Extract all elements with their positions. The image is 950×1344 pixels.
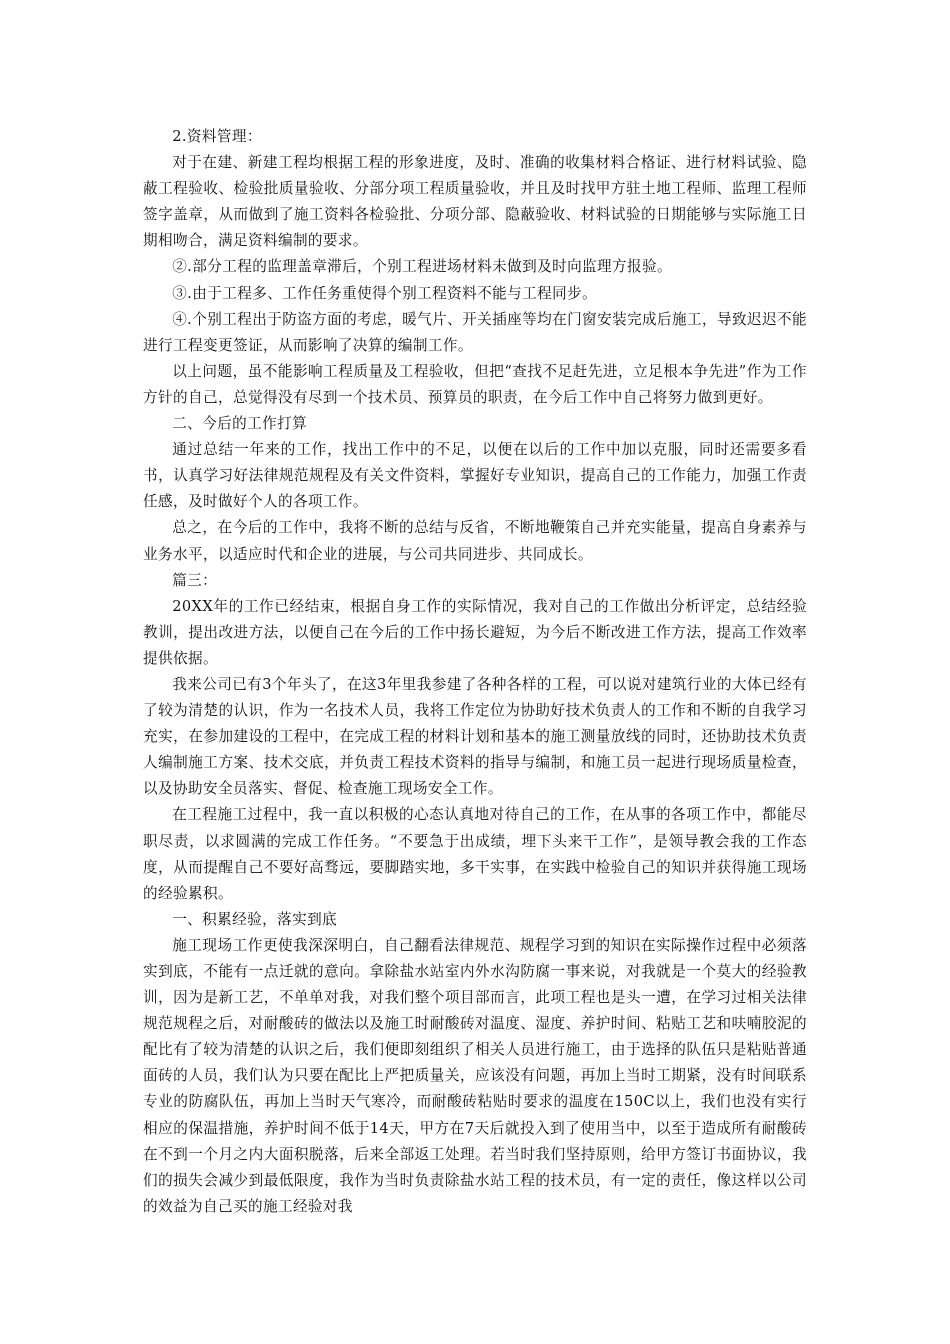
paragraph-problems-summary: 以上问题，虽不能影响工程质量及工程验收，但把“查找不足赶先进，立足根本争先进”作为工作方针的自己，总觉得没有尽到一个技术员、预算员的职责，在今后工作中自己将努力做到更好。 [143, 362, 807, 406]
paragraph-conclusion: 总之，在今后的工作中，我将不断的总结与反省，不断地鞭策自己并充实能量，提高自身素养与业务水平，以适应时代和企业的进展，与公司共同进步、共同成长。 [143, 519, 807, 563]
section-heading-future-plan: 二、今后的工作打算 [172, 415, 308, 433]
list-item-workload: ③.由于工程多、工作任务重使得个别工程资料不能与工程同步。 [172, 284, 598, 302]
list-item-supervision-stamp: ②.部分工程的监理盖章滞后，个别工程进场材料未做到及时向监理方报验。 [172, 258, 673, 276]
section-heading-data-management: 2.资料管理： [172, 128, 262, 145]
paragraph-year-intro: 20XX年的工作已经结束，根据自身工作的实际情况，我对自己的工作做出分析评定，总结经验教训，提出改进方法，以便自己在今后的工作中扬长避短，为今后不断改进工作方法，提高工作效率提供依据。 [143, 597, 807, 667]
list-item-anti-theft: ④.个别工程出于防盗方面的考虑，暖气片、开关插座等均在门窗安装完成后施工，导致迟迟不能进行工程变更签证，从而影响了决算的编制工作。 [143, 310, 807, 354]
paragraph-site-lesson: 施工现场工作更使我深深明白，自己翻看法律规范、规程学习到的知识在实际操作过程中必须落实到底，不能有一点迁就的意向。拿除盐水站室内外水沟防腐一事来说，对我就是一个莫大的经验教训，因为是新工艺，不单单对我，对我们整个项目部而言，此项工程也是头一遭，在学习过相关法律规范规程之后，对耐酸砖的做法以及施工时耐酸砖对温度、湿度、养护时间、粘贴工艺和呋喃胶泥的配比有了较为清楚的认识之后，我们便即刻组织了相关人员进行施工，由于选择的队伍只是粘贴普通面砖的人员，我们认为只要在配比上严把质量关，应该没有问题，再加上当时工期紧，没有时间联系专业的防腐队伍，再加上当时天气寒冷，而耐酸砖粘贴时要求的温度在150C以上，我们也没有实行相应的保温措施，养护时间不低于14天，甲方在7天后就投入到了使用当中，以至于造成所有耐酸砖在不到一个月之内大面积脱落，后来全部返工处理。若当时我们坚持原则，给甲方签订书面协议，我们的损失会减少到最低限度，我作为当时负责除盐水站工程的技术员，有一定的责任，像这样以公司的效益为自己买的施工经验对我 [143, 936, 807, 1215]
paragraph-three-years: 我来公司已有3个年头了，在这3年里我参建了各种各样的工程，可以说对建筑行业的大体已经有了较为清楚的认识，作为一名技术人员，我将工作定位为协助好技术负责人的工作和不断的自我学习充实，在参加建设的工程中，在完成工程的材料计划和基本的施工测量放线的同时，还协助技术负责人编制施工方案、技术交底，并负责工程技术资料的指导与编制，和施工员一起进行现场质量检查，以及协助安全员落实、督促、检查施工现场安全工作。 [143, 675, 807, 798]
document-page [143, 124, 807, 1220]
paragraph-work-attitude: 在工程施工过程中，我一直以积极的心态认真地对待自己的工作，在从事的各项工作中，都能尽职尽责，以求圆满的完成工作任务。“不要急于出成绩，埋下头来干工作”，是领导教会我的工作态度，从而提醒自己不要好高骛远，要脚踏实地，多干实事，在实践中检验自己的知识并获得施工现场的经验累积。 [143, 806, 807, 902]
section-heading-experience: 一、积累经验，落实到底 [172, 910, 338, 928]
section-heading-part-three: 篇三： [172, 571, 218, 589]
paragraph-year-review: 通过总结一年来的工作，找出工作中的不足，以便在以后的工作中加以克服，同时还需要多看书，认真学习好法律规范规程及有关文件资料，掌握好专业知识，提高自己的工作能力，加强工作责任感，及时做好个人的各项工作。 [143, 441, 807, 511]
paragraph-data-collection: 对于在建、新建工程均根据工程的形象进度，及时、准确的收集材料合格证、进行材料试验、隐蔽工程验收、检验批质量验收、分部分项工程质量验收，并且及时找甲方驻土地工程师、监理工程师签字盖章，从而做到了施工资料各检验批、分项分部、隐蔽验收、材料试验的日期能够与实际施工日期相吻合，满足资料编制的要求。 [143, 154, 807, 250]
